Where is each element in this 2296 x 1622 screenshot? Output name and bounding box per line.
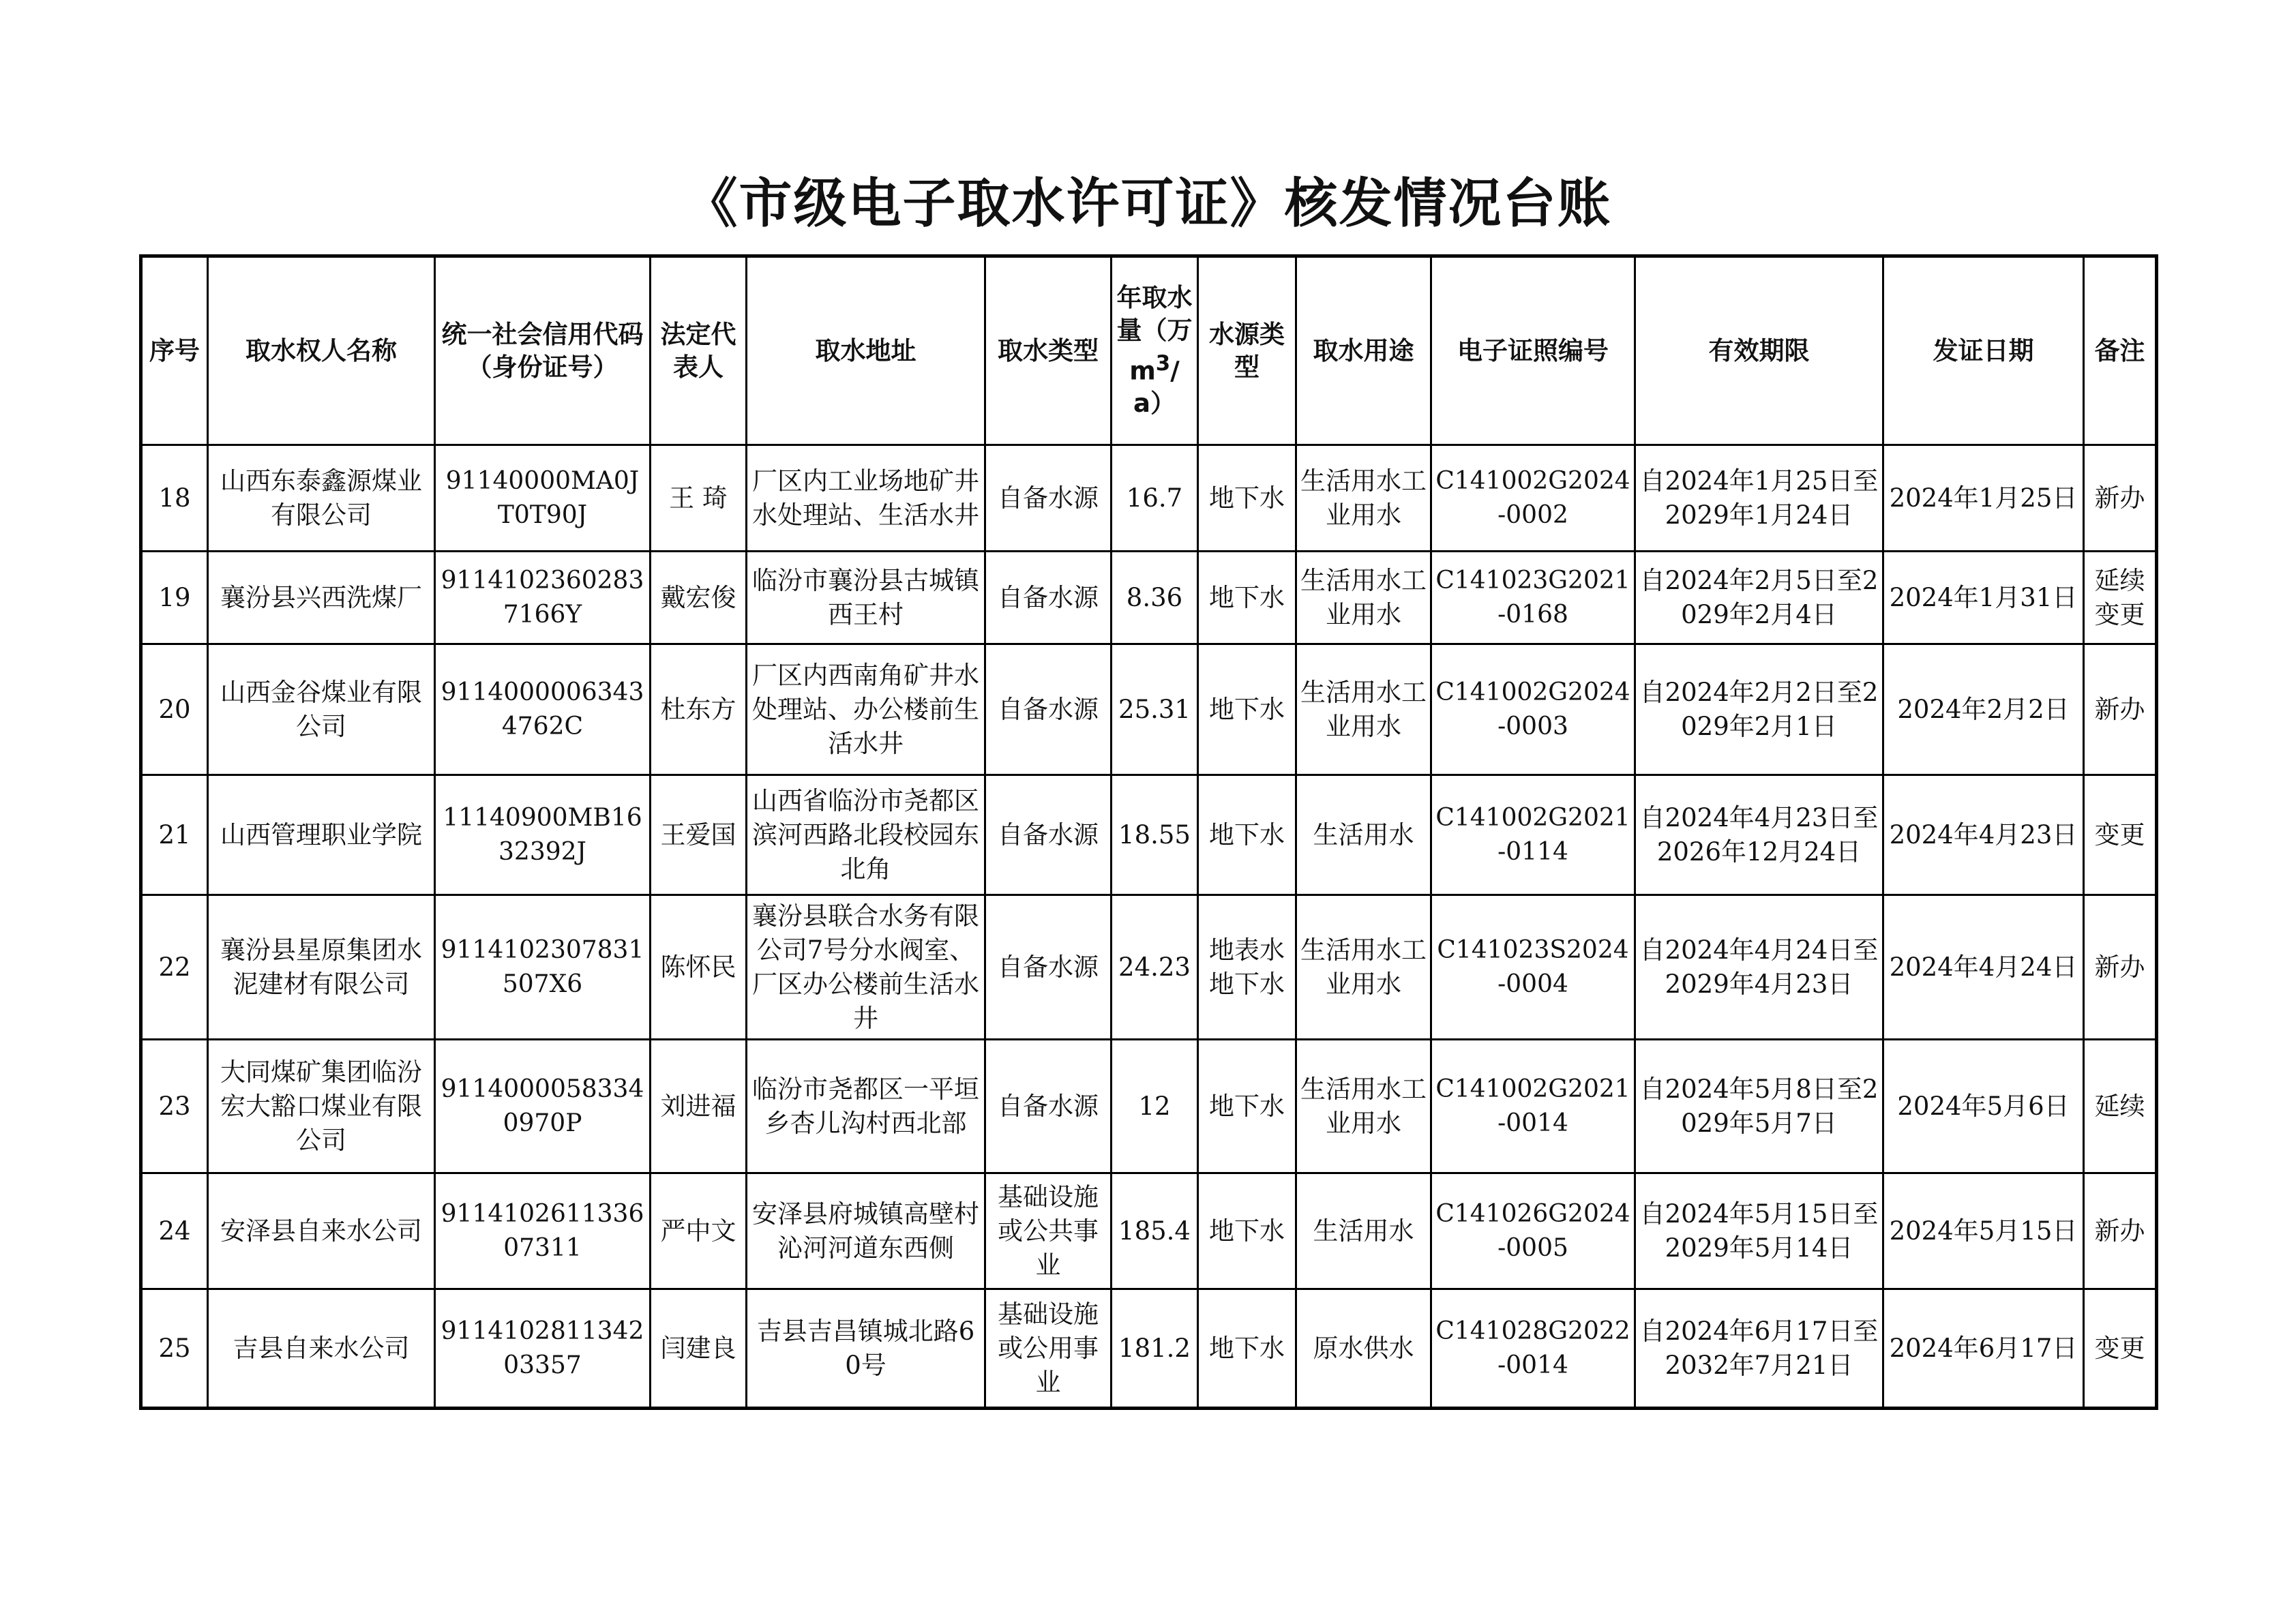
- cell-issue-date: 2024年1月31日: [1883, 552, 2084, 644]
- cell-usage: 生活用水工业用水: [1296, 445, 1431, 552]
- cell-cert-no: C141026G2024-0005: [1431, 1173, 1635, 1289]
- cell-address: 临汾市襄汾县古城镇西王村: [747, 552, 985, 644]
- cell-name: 山西金谷煤业有限公司: [208, 644, 435, 775]
- cell-credit-code: 91141023602837166Y: [435, 552, 651, 644]
- cell-credit-code: 91140000MA0JT0T90J: [435, 445, 651, 552]
- cell-address: 安泽县府城镇高壁村沁河河道东西侧: [747, 1173, 985, 1289]
- table-row: [141, 644, 2157, 775]
- header-issue-date: 发证日期: [1883, 256, 2084, 445]
- header-row: [141, 256, 2157, 445]
- cell-credit-code: 911410281134203357: [435, 1289, 651, 1409]
- cell-usage: 生活用水: [1296, 1173, 1431, 1289]
- page-title: 《市级电子取水许可证》核发情况台账: [684, 173, 1612, 235]
- cell-remark: 变更: [2084, 1289, 2157, 1409]
- cell-address: 山西省临汾市尧都区滨河西路北段校园东北角: [747, 775, 985, 895]
- cell-seq: 19: [141, 552, 208, 644]
- cell-validity: 自2024年4月24日至2029年4月23日: [1635, 895, 1883, 1040]
- header-volume-unit-sup: 3: [1155, 350, 1171, 376]
- header-rep: 法定代表人: [651, 256, 747, 445]
- cell-name: 襄汾县兴西洗煤厂: [208, 552, 435, 644]
- cell-source-type: 地下水: [1198, 1173, 1296, 1289]
- cell-issue-date: 2024年5月15日: [1883, 1173, 2084, 1289]
- table-row: [141, 1289, 2157, 1409]
- cell-intake-type: 基础设施或公用事业: [985, 1289, 1112, 1409]
- header-remark: 备注: [2084, 256, 2157, 445]
- header-cert-no: 电子证照编号: [1431, 256, 1635, 445]
- cell-credit-code: 911410261133607311: [435, 1173, 651, 1289]
- cell-address: 厂区内工业场地矿井水处理站、生活水井: [747, 445, 985, 552]
- cell-validity: 自2024年1月25日至2029年1月24日: [1635, 445, 1883, 552]
- cell-cert-no: C141002G2024-0003: [1431, 644, 1635, 775]
- cell-name: 山西东泰鑫源煤业有限公司: [208, 445, 435, 552]
- cell-validity: 自2024年5月8日至2029年5月7日: [1635, 1040, 1883, 1173]
- cell-source-type: 地下水: [1198, 644, 1296, 775]
- header-credit-code: 统一社会信用代码（身份证号）: [435, 256, 651, 445]
- header-name: 取水权人名称: [208, 256, 435, 445]
- cell-intake-type: 自备水源: [985, 644, 1112, 775]
- cell-remark: 变更: [2084, 775, 2157, 895]
- cell-remark: 延续变更: [2084, 552, 2157, 644]
- header-volume-label: 年取水量（万: [1116, 282, 1193, 345]
- cell-volume: 8.36: [1112, 552, 1198, 644]
- cell-name: 吉县自来水公司: [208, 1289, 435, 1409]
- cell-seq: 24: [141, 1173, 208, 1289]
- cell-intake-type: 自备水源: [985, 775, 1112, 895]
- table-row: [141, 445, 2157, 552]
- cell-seq: 22: [141, 895, 208, 1040]
- cell-credit-code: 91140000063434762C: [435, 644, 651, 775]
- cell-volume: 185.4: [1112, 1173, 1198, 1289]
- cell-validity: 自2024年4月23日至2026年12月24日: [1635, 775, 1883, 895]
- cell-intake-type: 基础设施或公共事业: [985, 1173, 1112, 1289]
- cell-usage: 生活用水: [1296, 775, 1431, 895]
- cell-rep: 戴宏俊: [651, 552, 747, 644]
- cell-volume: 24.23: [1112, 895, 1198, 1040]
- cell-validity: 自2024年5月15日至2029年5月14日: [1635, 1173, 1883, 1289]
- cell-seq: 18: [141, 445, 208, 552]
- cell-remark: 新办: [2084, 1173, 2157, 1289]
- cell-intake-type: 自备水源: [985, 895, 1112, 1040]
- cell-remark: 新办: [2084, 644, 2157, 775]
- cell-usage: 原水供水: [1296, 1289, 1431, 1409]
- cell-issue-date: 2024年5月6日: [1883, 1040, 2084, 1173]
- cell-usage: 生活用水工业用水: [1296, 644, 1431, 775]
- table-row: [141, 1173, 2157, 1289]
- cell-source-type: 地下水: [1198, 1289, 1296, 1409]
- table-row: [141, 1040, 2157, 1173]
- header-usage: 取水用途: [1296, 256, 1431, 445]
- cell-remark: 新办: [2084, 445, 2157, 552]
- cell-cert-no: C141002G2021-0114: [1431, 775, 1635, 895]
- cell-issue-date: 2024年2月2日: [1883, 644, 2084, 775]
- cell-source-type: 地表水地下水: [1198, 895, 1296, 1040]
- cell-intake-type: 自备水源: [985, 445, 1112, 552]
- cell-address: 襄汾县联合水务有限公司7号分水阀室、厂区办公楼前生活水井: [747, 895, 985, 1040]
- header-volume-unit-base: m: [1129, 356, 1156, 386]
- cell-address: 临汾市尧都区一平垣乡杏儿沟村西北部: [747, 1040, 985, 1173]
- table-row: [141, 895, 2157, 1040]
- cell-remark: 新办: [2084, 895, 2157, 1040]
- header-volume-unit-tail: /a）: [1133, 356, 1180, 419]
- cell-seq: 20: [141, 644, 208, 775]
- cell-volume: 181.2: [1112, 1289, 1198, 1409]
- cell-volume: 25.31: [1112, 644, 1198, 775]
- cell-usage: 生活用水工业用水: [1296, 895, 1431, 1040]
- cell-rep: 严中文: [651, 1173, 747, 1289]
- cell-address: 吉县吉昌镇城北路60号: [747, 1289, 985, 1409]
- cell-issue-date: 2024年6月17日: [1883, 1289, 2084, 1409]
- cell-credit-code: 91140000583340970P: [435, 1040, 651, 1173]
- cell-usage: 生活用水工业用水: [1296, 552, 1431, 644]
- cell-remark: 延续: [2084, 1040, 2157, 1173]
- cell-seq: 21: [141, 775, 208, 895]
- cell-cert-no: C141023G2021-0168: [1431, 552, 1635, 644]
- header-source-type: 水源类型: [1198, 256, 1296, 445]
- header-volume: [1112, 256, 1198, 445]
- header-address: 取水地址: [747, 256, 985, 445]
- header-validity: 有效期限: [1635, 256, 1883, 445]
- permit-ledger-table: [139, 254, 2158, 1410]
- cell-intake-type: 自备水源: [985, 1040, 1112, 1173]
- cell-volume: 18.55: [1112, 775, 1198, 895]
- cell-validity: 自2024年6月17日至2032年7月21日: [1635, 1289, 1883, 1409]
- cell-rep: 刘进福: [651, 1040, 747, 1173]
- cell-volume: 12: [1112, 1040, 1198, 1173]
- cell-seq: 23: [141, 1040, 208, 1173]
- cell-source-type: 地下水: [1198, 1040, 1296, 1173]
- cell-issue-date: 2024年4月24日: [1883, 895, 2084, 1040]
- cell-seq: 25: [141, 1289, 208, 1409]
- cell-intake-type: 自备水源: [985, 552, 1112, 644]
- header-seq: 序号: [141, 256, 208, 445]
- cell-credit-code: 9114102307831507X6: [435, 895, 651, 1040]
- cell-name: 襄汾县星原集团水泥建材有限公司: [208, 895, 435, 1040]
- cell-name: 山西管理职业学院: [208, 775, 435, 895]
- cell-volume: 16.7: [1112, 445, 1198, 552]
- cell-credit-code: 11140900MB1632392J: [435, 775, 651, 895]
- cell-rep: 王 琦: [651, 445, 747, 552]
- cell-source-type: 地下水: [1198, 445, 1296, 552]
- cell-source-type: 地下水: [1198, 775, 1296, 895]
- cell-rep: 杜东方: [651, 644, 747, 775]
- table-row: [141, 775, 2157, 895]
- cell-issue-date: 2024年1月25日: [1883, 445, 2084, 552]
- cell-cert-no: C141002G2021-0014: [1431, 1040, 1635, 1173]
- cell-rep: 闫建良: [651, 1289, 747, 1409]
- table-row: [141, 552, 2157, 644]
- cell-issue-date: 2024年4月23日: [1883, 775, 2084, 895]
- cell-cert-no: C141028G2022-0014: [1431, 1289, 1635, 1409]
- cell-cert-no: C141002G2024-0002: [1431, 445, 1635, 552]
- cell-usage: 生活用水工业用水: [1296, 1040, 1431, 1173]
- cell-validity: 自2024年2月5日至2029年2月4日: [1635, 552, 1883, 644]
- cell-rep: 王爱国: [651, 775, 747, 895]
- cell-rep: 陈怀民: [651, 895, 747, 1040]
- cell-cert-no: C141023S2024-0004: [1431, 895, 1635, 1040]
- header-intake-type: 取水类型: [985, 256, 1112, 445]
- cell-source-type: 地下水: [1198, 552, 1296, 644]
- cell-name: 安泽县自来水公司: [208, 1173, 435, 1289]
- cell-name: 大同煤矿集团临汾宏大豁口煤业有限公司: [208, 1040, 435, 1173]
- cell-address: 厂区内西南角矿井水处理站、办公楼前生活水井: [747, 644, 985, 775]
- cell-validity: 自2024年2月2日至2029年2月1日: [1635, 644, 1883, 775]
